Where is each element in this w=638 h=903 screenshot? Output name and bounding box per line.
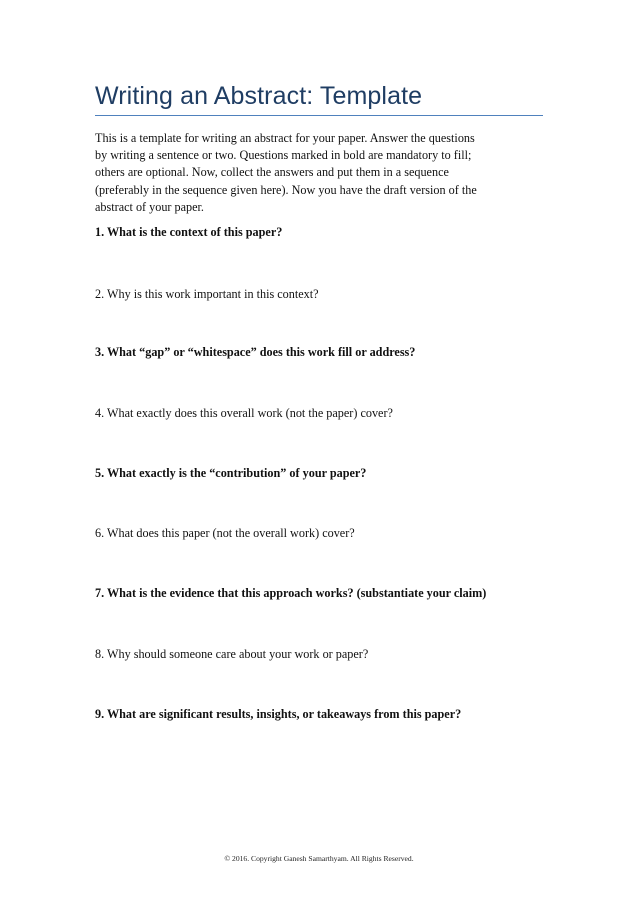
intro-line: by writing a sentence or two. Questions marked in bold are mandatory to fill; (95, 148, 472, 163)
question-6: 6. What does this paper (not the overall work) cover? (95, 526, 355, 540)
intro-paragraph (95, 130, 545, 216)
question-7: 7. What is the evidence that this approach works? (substantiate your claim) (95, 586, 487, 600)
intro-line: This is a template for writing an abstract for your paper. Answer the questions (95, 131, 475, 145)
question-4: 4. What exactly does this overall work (not the paper) cover? (95, 406, 393, 420)
question-8: 8. Why should someone care about your work or paper? (95, 647, 369, 661)
intro-line: others are optional. Now, collect the answers and put them in a sequence (95, 165, 449, 180)
title-underline (95, 115, 543, 116)
question-1: 1. What is the context of this paper? (95, 225, 283, 239)
question-9: 9. What are significant results, insights, or takeaways from this paper? (95, 707, 462, 721)
copyright-footer: © 2016. Copyright Ganesh Samarthyam. All Rights Reserved. (224, 854, 414, 863)
page-title: Writing an Abstract: Template (95, 82, 423, 110)
question-3: 3. What “gap” or “whitespace” does this work fill or address? (95, 345, 416, 359)
question-5: 5. What exactly is the “contribution” of your paper? (95, 466, 367, 480)
question-2: 2. Why is this work important in this context? (95, 287, 319, 301)
intro-line: (preferably in the sequence given here). Now you have the draft version of the (95, 182, 477, 197)
intro-line: abstract of your paper. (95, 199, 204, 214)
